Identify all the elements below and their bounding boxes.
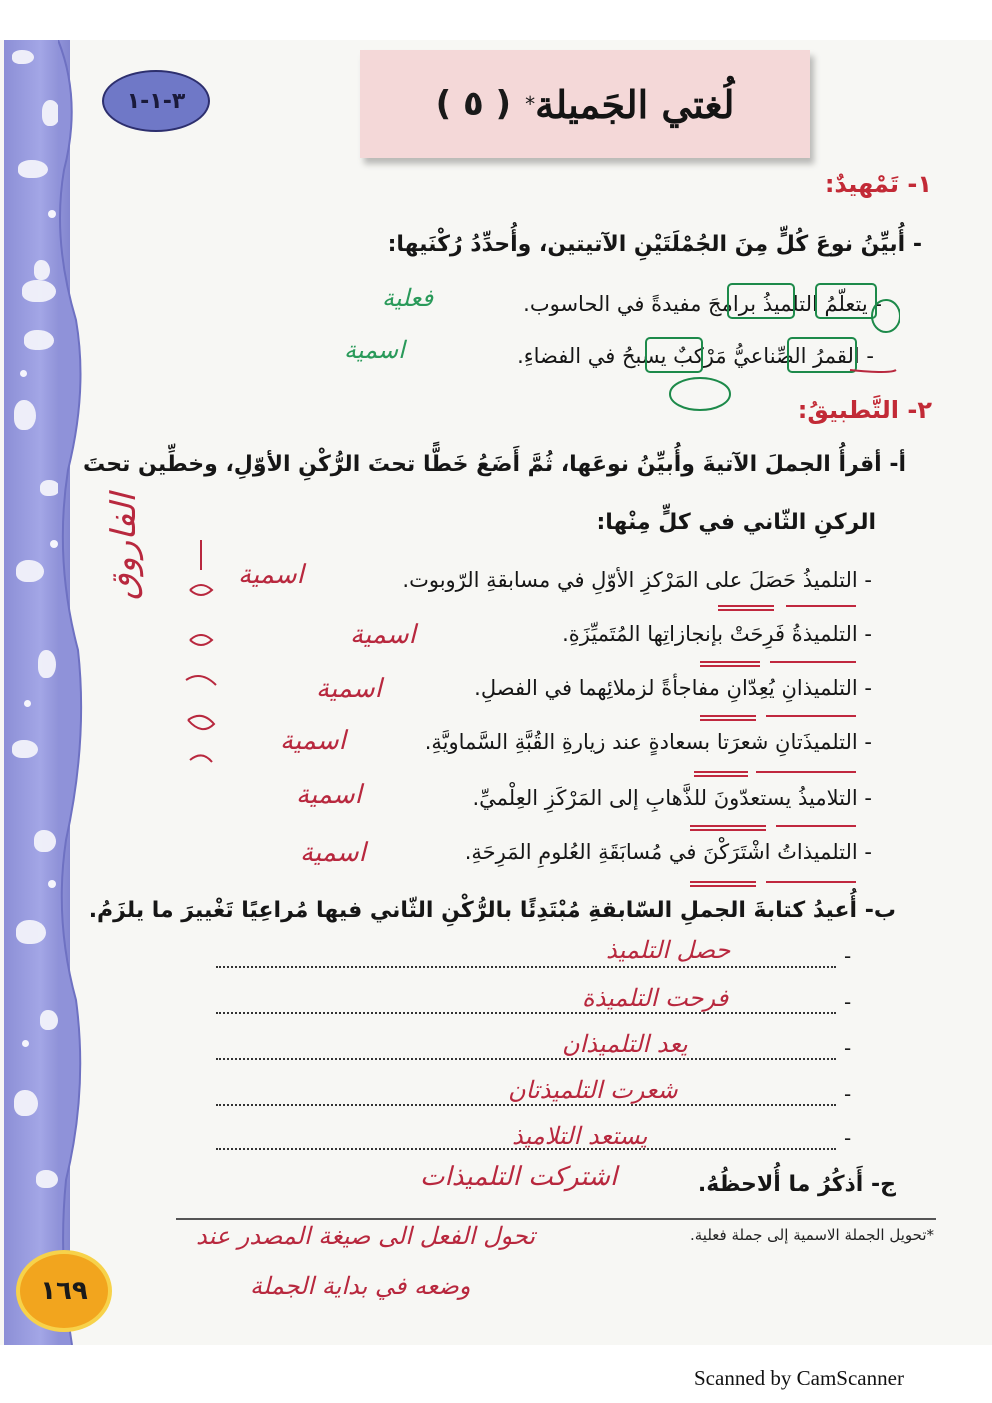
decorative-wave-border bbox=[58, 40, 90, 1345]
intro-sentence-1: - يتعلّمُ التلميذُ برامجَ مفيدةً في الحاسوب. bbox=[523, 292, 882, 316]
part-a-instruction-line-1: أ- أقرأُ الجملَ الآتيةَ وأُبيِّنُ نوعَها، ثُمَّ أَضَعُ خَطًّا تحتَ الرُّكْنِ الأوّلِ، وخطِّين تحتَ bbox=[82, 452, 906, 477]
practice-answer-1: اسمية bbox=[238, 560, 304, 590]
green-annotation-marks-1 bbox=[700, 276, 900, 336]
margin-scribble bbox=[176, 530, 226, 790]
intro-heading: ١- تَمْهيدٌ: bbox=[824, 170, 932, 198]
practice-sentence-1: - التلميذُ حَصَلَ على المَرْكزِ الأوّلِ في مسابقةِ الرّوبوت. bbox=[402, 568, 872, 592]
part-a-instruction-line-2: الركنِ الثّاني في كلٍّ مِنْها: bbox=[596, 510, 876, 535]
rewrite-6: اشتركت التلميذات bbox=[420, 1162, 618, 1192]
lesson-number: ( ٥ ) bbox=[435, 84, 512, 124]
intro-instruction: - أُبيِّنُ نوعَ كُلٍّ مِنَ الجُمْلَتَيْنِ الآتيتين، وأُحدِّدُ رُكْنَيها: bbox=[387, 232, 922, 257]
answer-line-1 bbox=[216, 966, 836, 968]
practice-answer-3: اسمية bbox=[316, 674, 382, 704]
part-b-instruction: ب- أُعيدُ كتابةَ الجملِ السّابقةِ مُبْتَدِئًا بالرُّكْنِ الثّاني فيها مُراعِيًا تَغْييرَ ما يلزَمُ. bbox=[88, 898, 896, 923]
answer-dash-5: - bbox=[844, 1126, 852, 1150]
rewrite-2: فرحت التلميذة bbox=[582, 984, 729, 1012]
page-number-badge bbox=[16, 1250, 112, 1332]
rewrite-1: حصل التلميذ bbox=[606, 936, 731, 964]
answer-line-3 bbox=[216, 1058, 836, 1060]
practice-answer-4: اسمية bbox=[280, 726, 346, 756]
title-footnote-mark: * bbox=[525, 92, 536, 116]
answer-dash-1: - bbox=[844, 944, 852, 968]
intro-answer-2: اسمية bbox=[344, 336, 405, 364]
practice-sentence-5: - التلاميذُ يستعدّونَ للذَّهابِ إلى المَرْكَزِ العِلْميِّ. bbox=[472, 786, 872, 810]
lesson-title-box bbox=[360, 50, 810, 158]
rewrite-3: يعد التلميذان bbox=[562, 1030, 688, 1058]
separator-line bbox=[176, 1218, 936, 1220]
red-underline-marks bbox=[560, 600, 870, 900]
page-number: ١٦٩ bbox=[40, 1276, 88, 1306]
practice-answer-5: اسمية bbox=[296, 780, 362, 810]
practice-answer-2: اسمية bbox=[350, 620, 416, 650]
intro-sentence-2: - القمرُ الصِّناعيُّ مَرْكبٌ يسبحُ في الفضاءِ. bbox=[517, 344, 874, 368]
practice-heading: ٢- التَّطبيقُ: bbox=[797, 396, 932, 424]
rewrite-4: شعرت التلميذتان bbox=[508, 1076, 678, 1104]
workbook-page bbox=[0, 40, 992, 1345]
answer-dash-4: - bbox=[844, 1082, 852, 1106]
practice-sentence-2: - التلميذةُ فَرِحَتْ بإنجازاتِها المُتَميِّزَةِ. bbox=[562, 622, 872, 646]
practice-sentence-4: - التلميذَتانِ شعرَتا بسعادةٍ عند زيارةِ القُبَّةِ السَّماويَّةِ. bbox=[424, 730, 872, 754]
answer-dash-3: - bbox=[844, 1036, 852, 1060]
answer-line-2 bbox=[216, 1012, 836, 1014]
margin-name-note: الفاروق bbox=[104, 493, 144, 600]
handwritten-note-line-1: تحول الفعل الى صيغة المصدر عند bbox=[196, 1222, 536, 1250]
handwritten-note-line-2: وضعه في بداية الجملة bbox=[250, 1272, 471, 1300]
lesson-code-badge bbox=[102, 70, 210, 132]
footnote: *تحويل الجملة الاسمية إلى جملة فعلية. bbox=[689, 1226, 934, 1244]
rewrite-5: يستعد التلاميذ bbox=[512, 1122, 648, 1150]
answer-dash-2: - bbox=[844, 990, 852, 1014]
scanner-watermark: Scanned by CamScanner bbox=[694, 1366, 904, 1390]
practice-sentence-3: - التلميذانِ يُعِدّانِ مفاجأةً لزملائِهما في الفصلِ. bbox=[474, 676, 872, 700]
lesson-code: ٣-١-١ bbox=[126, 88, 186, 114]
lesson-title: لُغتي الجَميلة bbox=[535, 81, 735, 127]
part-c-instruction: ج- أَذكُرُ ما أُلاحظُهُ. bbox=[697, 1172, 896, 1197]
practice-answer-6: اسمية bbox=[300, 838, 366, 868]
practice-sentence-6: - التلميذاتُ اشْتَرَكْنَ في مُسابَقَةِ العُلومِ المَرِحَةِ. bbox=[464, 840, 872, 864]
intro-answer-1: فعلية bbox=[382, 284, 434, 312]
answer-line-4 bbox=[216, 1104, 836, 1106]
